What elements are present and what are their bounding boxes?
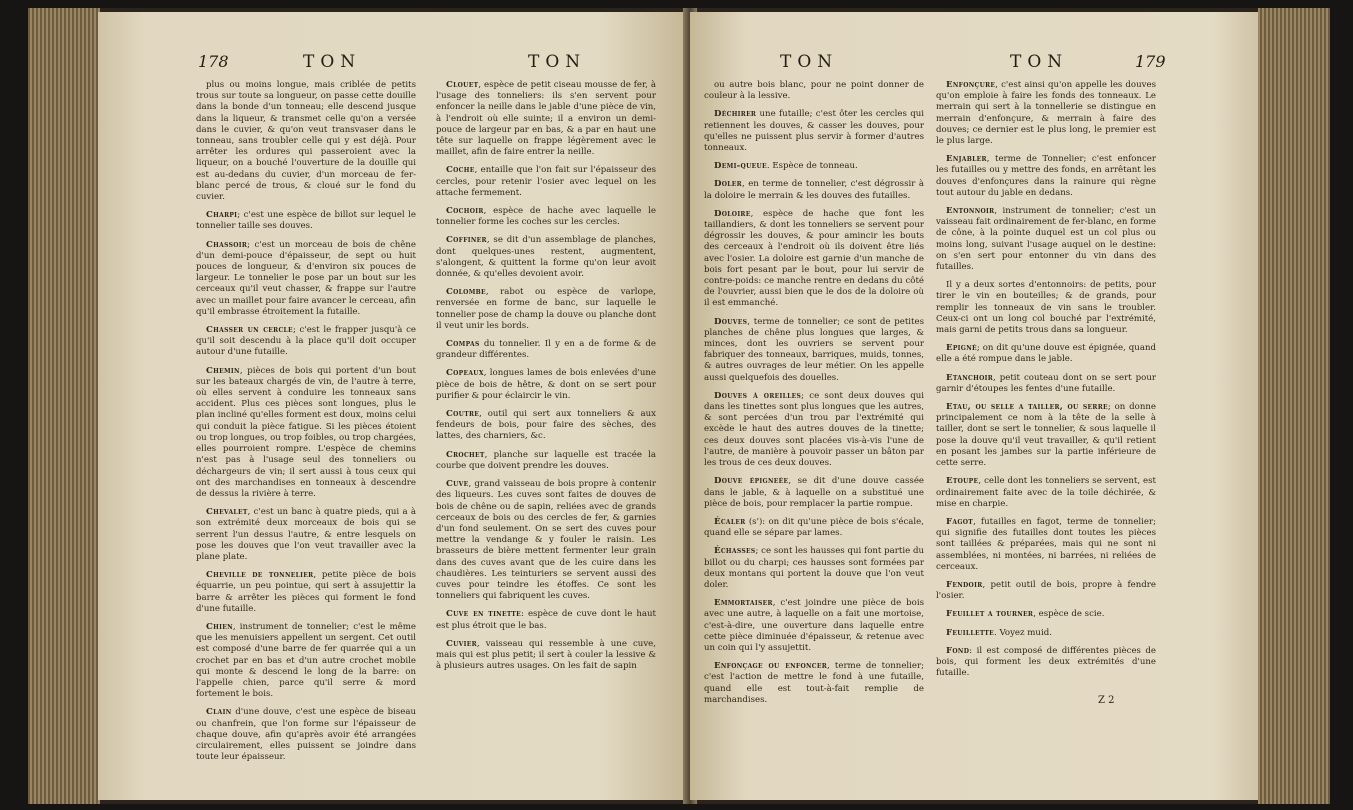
dictionary-entry <box>436 609 656 631</box>
dictionary-entry <box>704 161 924 172</box>
entry-definition: ; c'est une espèce de billot sur lequel le tonnelier taille ses douves. <box>196 210 416 232</box>
entry-headword: Échasses <box>714 546 756 557</box>
dictionary-entry <box>436 80 656 158</box>
entry-definition: Il y a deux sortes d'entonnoirs: de petits, pour tirer le vin en bouteilles; & de grands, pour remplir les tonneaux de vin sans le troubler. Ceux-ci ont un long col bouché par l'extrémité, mais garni de petits trous dans sa longueur. <box>936 280 1156 336</box>
entry-headword: Clain <box>206 707 232 718</box>
right-page-edges <box>1258 8 1330 804</box>
entry-definition: ; ce sont les hausses qui font partie du billot ou du charpi; ces hausses sont formées par deux montans qui portent la douve que l'on veut doler. <box>704 546 924 590</box>
right-column-1 <box>704 80 924 713</box>
dictionary-entry <box>704 179 924 201</box>
entry-definition: ; on dit qu'une douve est épignée, quand elle a été rompue dans le jable. <box>936 343 1156 365</box>
entry-headword: Crochet <box>446 449 485 460</box>
entry-definition: , c'est ainsi qu'on appelle les douves qu'on emploie à faire les fonds des tonneaux. Le merrain qui sert à la tonnellerie se distingue en merrain d'enfonçure, & merrain à faire des douves; ce dernier est le plus long, le premier est le plus large. <box>936 80 1156 147</box>
entry-headword: Doler <box>714 179 742 190</box>
entry-headword: Cuvier <box>446 638 477 649</box>
entry-headword: Cuve <box>446 479 469 490</box>
dictionary-entry <box>196 507 416 563</box>
entry-definition: ou autre bois blanc, pour ne point donner de couleur à la lessive. <box>704 80 924 102</box>
dictionary-entry <box>436 479 656 602</box>
dictionary-entry <box>936 476 1156 510</box>
entry-definition: , se dit d'un assemblage de planches, dont quelques-unes restent, augmentent, s'alongent, & quittent la forme qu'on leur avoit donnée, & qu'elles devoient avoir. <box>436 235 656 280</box>
entry-headword: Compas <box>446 339 480 350</box>
entry-headword: Demi-queue <box>714 161 767 172</box>
entry-headword: Etoupe <box>946 476 979 487</box>
dictionary-entry <box>436 165 656 199</box>
dictionary-entry <box>704 80 924 102</box>
dictionary-entry <box>936 646 1156 680</box>
dictionary-entry <box>936 154 1156 199</box>
left-page <box>98 12 688 800</box>
entry-headword: Entonnoir <box>946 206 995 217</box>
entry-definition: , instrument de tonnelier; c'est un vaisseau fait ordinairement de fer-blanc, en forme de cône, à la pointe duquel est un col plus ou moins long, suivant l'usage auquel on le destine: on s'en sert pour entonner du vin dans des futailles. <box>936 206 1156 273</box>
entry-definition: , entaille que l'on fait sur l'épaisseur des cercles, pour retenir l'osier avec lequel on les attache fermement. <box>436 165 656 198</box>
dictionary-entry <box>936 343 1156 365</box>
entry-headword: Coffiner <box>446 235 487 246</box>
dictionary-entry <box>436 339 656 361</box>
dictionary-entry <box>436 235 656 280</box>
entry-definition: ; on donne principalement ce nom à la tête de la selle à tailler, dont se sert le tonnelier, & sous laquelle il pose la douve qu'il veut travailler, & qu'il retient en posant les jambes sur la partie inférieure de cette serre. <box>936 402 1156 469</box>
dictionary-entry <box>196 80 416 203</box>
entry-headword: Fagot <box>946 516 974 527</box>
entry-headword: Epigné <box>946 343 977 354</box>
entry-headword: Douve épigneée <box>714 476 789 487</box>
entry-headword: Enjabler <box>946 154 987 165</box>
dictionary-entry <box>196 707 416 763</box>
entry-headword: Feuillette <box>946 627 995 638</box>
entry-definition: , se dit d'une douve cassée dans le jable, & à laquelle on a substitué une pièce de bois, pour remplacer la partie rompue. <box>704 476 924 509</box>
left-running-head: TON <box>303 52 362 72</box>
entry-definition: , petit couteau dont on se sert pour garnir d'étoupes les fentes d'une futaille. <box>936 372 1156 394</box>
dictionary-entry <box>704 209 924 310</box>
entry-definition: , espèce de petit ciseau mousse de fer, à l'usage des tonneliers: ils s'en servent pour enfoncer la neille dans le jable d'une pièce de vin, à l'endroit où elle suinte; il a environ un demi-pouce de largeur par en bas, & a par en haut une tête sur laquelle on frappe légèrement avec le maillet, afin de faire entrer la neille. <box>436 80 656 158</box>
entry-definition: . Voyez muid. <box>994 627 1052 638</box>
left-running-head-center: TON <box>528 52 587 72</box>
entry-definition: , futailles en fagot, terme de tonnelier; qui signifie des futailles dont toutes les pièces sont taillées & préparées, mais qui ne sont ni assemblées, ni montées, ni barrées, ni reliées de cerceaux. <box>936 516 1156 572</box>
dictionary-entry <box>436 450 656 472</box>
dictionary-entry <box>936 628 1156 639</box>
entry-headword: Cochoir <box>446 206 484 217</box>
dictionary-entry <box>704 546 924 591</box>
entry-definition: , rabot ou espèce de varlope, renversée en forme de banc, sur laquelle le tonnelier pose de champ la douve ou planche dont il veut unir les bords. <box>436 287 656 331</box>
entry-headword: Etanchoir <box>946 372 993 383</box>
entry-headword: Chevalet <box>206 507 248 518</box>
dictionary-entry <box>196 570 416 615</box>
dictionary-entry <box>704 391 924 469</box>
dictionary-entry <box>936 80 1156 147</box>
dictionary-entry <box>704 317 924 384</box>
dictionary-entry <box>936 580 1156 602</box>
dictionary-entry <box>936 517 1156 573</box>
entry-definition: , petite pièce de bois équarrie, un peu pointue, qui sert à assujettir la barre & arrêter les pièces qui forment le fond d'une futaille. <box>196 570 416 614</box>
entry-headword: Douves <box>714 316 748 327</box>
dictionary-entry <box>704 598 924 654</box>
entry-definition: , vaisseau qui ressemble à une cuve, mais qui est plus petit; il sert à couler la lessive & à plusieurs autres usages. On les fait de sapin <box>436 638 656 672</box>
dictionary-entry <box>704 517 924 539</box>
entry-headword: Clouet <box>446 80 479 90</box>
entry-headword: Cuve en tinette <box>446 609 522 620</box>
dictionary-entry <box>704 661 924 706</box>
entry-definition: (s'): on dit qu'une pièce de bois s'écale, quand elle se sépare par lames. <box>704 516 924 539</box>
right-column-2 <box>936 80 1156 686</box>
entry-definition: d'une douve, c'est une espèce de biseau ou chanfrein, que l'on forme sur l'épaisseur de chaque douve, afin qu'après avoir été arrangées circulairement, elles puissent se joindre dans toute leur épaisseur. <box>196 707 416 763</box>
entry-definition: ; ce sont deux douves qui dans les tinettes sont plus longues que les autres, & sont percées d'un trou par l'extrémité qui excède le haut des autres douves de la tinette; ces deux douves sont placées vis-à-vis l'une de l'autre, de manière à pouvoir passer un bâton par les trous de ces deux douves. <box>704 390 924 469</box>
entry-headword: Fendoir <box>946 579 983 590</box>
entry-headword: Chassoir <box>206 239 248 250</box>
entry-headword: Chemin <box>206 365 240 376</box>
dictionary-entry <box>436 368 656 402</box>
entry-definition: , terme de Tonnelier; c'est enfoncer les futailles ou y mettre des fonds, en arrêtant les douves d'enfonçures dans la rainure qui règne tout autour du jable en dedans. <box>936 154 1156 198</box>
entry-headword: Fond <box>946 645 970 656</box>
dictionary-entry <box>936 206 1156 273</box>
entry-definition: , longues lames de bois enlevées d'une pièce de bois de hêtre, & dont on se sert pour purifier & pour éclaircir le vin. <box>436 368 656 401</box>
entry-definition: ; c'est le frapper jusqu'à ce qu'il soit descendu à la place qu'il doit occuper autour d'une futaille. <box>196 325 416 358</box>
entry-headword: Charpi <box>206 210 238 221</box>
entry-headword: Déchirer <box>714 109 757 120</box>
entry-headword: Douves à oreilles <box>714 390 802 401</box>
left-column-1 <box>196 80 416 770</box>
signature-mark: Z 2 <box>1098 695 1115 706</box>
left-page-edges <box>28 8 100 804</box>
entry-definition: , pièces de bois qui portent d'un bout sur les bateaux chargés de vin, de l'autre à terre, où elles servent à conduire les tonneaux sans accident. Plus ces pièces sont longues, plus le plan incliné qu'elles forment est doux, moins celui qui conduit la pièce fatigue. Si les pièces étoient ou trop longues, ou trop foibles, ou trop chargées, elles pourroient rompre. L'espèce de chemins n'est pas à l'usage seul des tonneliers ou déchargeurs de vin; il sert aussi à tous ceux qui ont des marchandises en tonneaux à descendre de dessus la rivière à terre. <box>196 365 416 499</box>
entry-definition: , espèce de hache avec laquelle le tonnelier forme les coches sur les cercles. <box>436 206 656 228</box>
entry-definition: plus ou moins longue, mais criblée de petits trous sur toute sa longueur, on passe cette douille dans la bonde d'un tonneau; elle descend jusque dans la liqueur, & transmet celle qu'on a versée dans le cuvier, & qu'on veut transvaser dans le tonneau, sans troubler celle qui y est déjà. Pour arrêter les ordures qui passeroient avec la liqueur, on a bouché l'ouverture de la douille qui est au-dedans du cuvier, d'un morceau de fer-blanc percé de trous, & cloué sur le fond du cuvier. <box>196 80 416 203</box>
entry-headword: Chien <box>206 621 233 632</box>
dictionary-entry <box>196 210 416 232</box>
right-page <box>690 12 1258 800</box>
entry-headword: Enfonçure <box>946 80 996 90</box>
entry-definition: : il est composé de différentes pièces de bois, qui forment les deux extrémités d'une futaille. <box>936 645 1156 679</box>
entry-headword: Emmortaiser <box>714 598 773 609</box>
entry-definition: , petit outil de bois, propre à fendre l'osier. <box>936 579 1156 602</box>
left-page-number: 178 <box>198 52 229 71</box>
entry-definition: , instrument de tonnelier; c'est le même que les menuisiers appellent un sergent. Cet outil est composé d'une barre de fer quarrée qui a un crochet par en bas et d'un autre crochet mobile qui monte & descend le long de la barre: on l'appelle chien, parce qu'il serre & mord fortement le bois. <box>196 621 416 700</box>
entry-definition: , c'est joindre une pièce de bois avec une autre, à laquelle on a fait une mortoise, c'est-à-dire, une ouverture dans laquelle entre cette pièce diminuée d'épaisseur, & retenue avec un coin qui l'y assujettit. <box>704 598 924 653</box>
entry-definition: , outil qui sert aux tonneliers & aux fendeurs de bois, pour faire des sèches, des lattes, des charniers, &c. <box>436 409 656 442</box>
entry-definition: , planche sur laquelle est tracée la courbe que doivent prendre les douves. <box>436 449 656 471</box>
entry-definition: , espèce de scie. <box>1033 609 1105 620</box>
entry-headword: Doloire <box>714 208 751 219</box>
entry-headword: Enfonçage ou enfoncer <box>714 661 828 672</box>
entry-headword: Colombe <box>446 287 486 298</box>
dictionary-entry <box>936 609 1156 620</box>
entry-definition: ; c'est un morceau de bois de chêne d'un demi-pouce d'épaisseur, de sept ou huit pouces de longueur, & d'environ six pouces de largeur. Le tonnelier le pose par un bout sur les cerceaux qu'il veut chasser, & frappe sur l'autre avec un maillet pour faire avancer le cerceau, afin qu'il embrasse étroitement la futaille. <box>196 239 416 317</box>
entry-definition: , en terme de tonnelier, c'est dégrossir à la doloire le merrain & les douves des futailles. <box>704 179 924 201</box>
dictionary-entry <box>704 476 924 510</box>
left-column-2 <box>436 80 656 679</box>
entry-definition: : espèce de cuve dont le haut est plus étroit que le bas. <box>436 609 656 631</box>
open-book <box>28 8 1330 804</box>
entry-headword: Chasser un cercle <box>206 325 293 336</box>
dictionary-entry <box>936 280 1156 336</box>
dictionary-entry <box>196 366 416 500</box>
entry-headword: Feuillet a tourner <box>946 609 1034 620</box>
dictionary-entry <box>196 325 416 359</box>
dictionary-entry <box>704 109 924 154</box>
dictionary-entry <box>196 240 416 318</box>
entry-definition: , grand vaisseau de bois propre à contenir des liqueurs. Les cuves sont faites de douves de bois de chêne ou de sapin, reliées avec de grands cerceaux de bois ou des cercles de fer, & garnies d'un fond seulement. On se sert des cuves pour mettre la vendange & y fouler le raisin. Les brasseurs de bière mettent fermenter leur grain dans des cuves avant que de les cuire dans les chaudières. Les teinturiers se servent aussi des cuves pour teindre les étoffes. Ce sont les tonneliers qui fabriquent les cuves. <box>436 479 656 602</box>
right-running-head-center: TON <box>780 52 839 72</box>
entry-headword: Copeaux <box>446 368 484 379</box>
entry-headword: Coutre <box>446 409 480 420</box>
entry-headword: Cheville de tonnelier <box>206 570 314 581</box>
entry-definition: une futaille; c'est ôter les cercles qui retiennent les douves, & casser les douves, pour qu'elles ne puissent plus servir à former d'autres tonneaux. <box>704 109 924 154</box>
entry-definition: , c'est un banc à quatre pieds, qui a à son extrémité deux morceaux de bois qui se serrent l'un dessus l'autre, & entre lesquels on pose les douves que l'on veut travailler avec la plane plate. <box>196 507 416 562</box>
right-page-number: 179 <box>1135 52 1166 71</box>
entry-definition: . Espèce de tonneau. <box>766 161 858 172</box>
dictionary-entry <box>936 373 1156 395</box>
dictionary-entry <box>936 402 1156 469</box>
entry-definition: , terme de tonnelier; c'est l'action de mettre le fond à une futaille, quand elle est tout-à-fait remplie de marchandises. <box>704 661 925 705</box>
dictionary-entry <box>436 639 656 673</box>
entry-definition: , espèce de hache que font les taillandiers, & dont les tonneliers se servent pour dégrossir les douves, & pour amincir les bouts des cerceaux à l'endroit où ils doivent être liés avec l'osier. La doloire est garnie d'un manche de bois fort pesant par le bout, pour lui servir de contre-poids: ce manche rentre en dedans du côté de l'ouvrier, aussi bien que le dos de la doloire où il est emmanché. <box>704 208 924 309</box>
dictionary-entry <box>436 409 656 443</box>
dictionary-entry <box>436 287 656 332</box>
entry-definition: , celle dont les tonneliers se servent, est ordinairement faite avec de la toile déchirée, & mise en charpie. <box>936 476 1156 509</box>
dictionary-entry <box>436 206 656 228</box>
dictionary-entry <box>196 622 416 700</box>
entry-headword: Etau, ou selle a tailler, ou serre <box>946 402 1108 413</box>
entry-headword: Écaler <box>714 516 746 527</box>
entry-definition: , terme de tonnelier; ce sont de petites planches de chêne plus longues que larges, & minces, dont les ouvriers se servent pour fabriquer des tonneaux, barriques, muids, tonnes, & autres ouvrages de leur métier. On les appelle aussi quelquefois des douelles. <box>704 316 924 383</box>
right-running-head: TON <box>1010 52 1069 72</box>
entry-headword: Coche <box>446 165 475 176</box>
entry-definition: du tonnelier. Il y en a de forme & de grandeur différentes. <box>436 339 656 361</box>
